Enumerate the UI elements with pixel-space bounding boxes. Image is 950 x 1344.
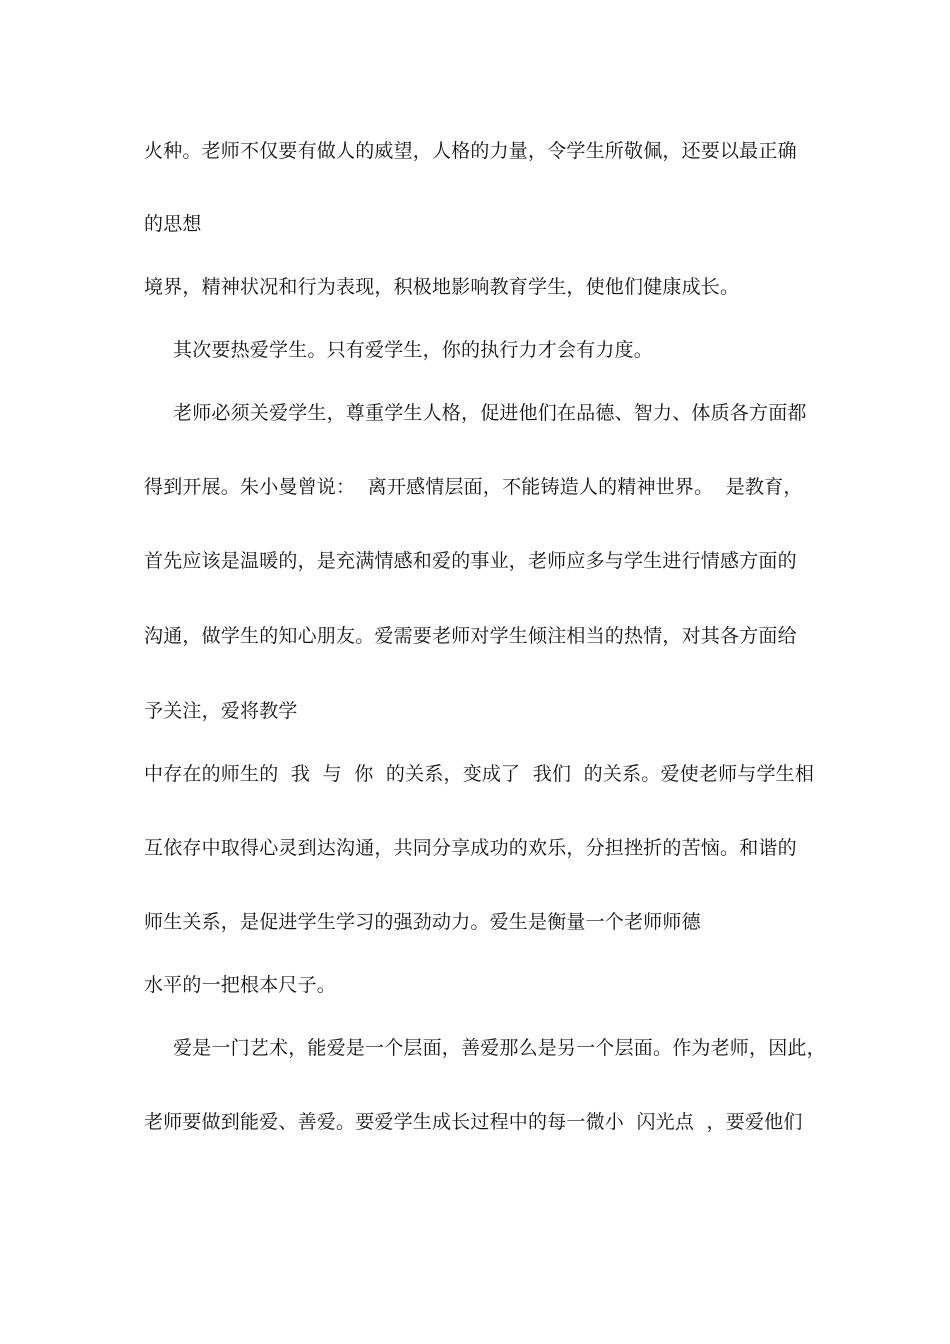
text-line-2: 的思想 xyxy=(144,213,202,235)
text-line-6: 得到开展。朱小曼曾说： 离开感情层面，不能铸造人的精神世界。 是教育， xyxy=(144,476,803,498)
text-line-1: 火种。老师不仅要有做人的威望，人格的力量，令学生所敬佩，还要以最正确 xyxy=(144,140,797,162)
text-line-4: 其次要热爱学生。只有爱学生，你的执行力才会有力度。 xyxy=(173,339,654,361)
text-line-11: 互依存中取得心灵到达沟通，共同分享成功的欢乐，分担挫折的苦恼。和谐的 xyxy=(144,837,797,859)
text-line-15: 老师要做到能爱、善爱。要爱学生成长过程中的每一微小 闪光点 ，要爱他们 xyxy=(144,1111,803,1133)
text-line-5: 老师必须关爱学生，尊重学生人格，促进他们在品德、智力、体质各方面都 xyxy=(173,402,807,424)
text-line-3: 境界，精神状况和行为表现，积极地影响教育学生，使他们健康成长。 xyxy=(144,276,740,298)
text-line-10: 中存在的师生的 我 与 你 的关系，变成了 我们 的关系。爱使老师与学生相 xyxy=(144,763,815,785)
text-line-9: 予关注，爱将教学 xyxy=(144,700,298,722)
text-line-12: 师生关系，是促进学生学习的强劲动力。爱生是衡量一个老师师德 xyxy=(144,911,701,933)
text-line-7: 首先应该是温暖的，是充满情感和爱的事业，老师应多与学生进行情感方面的 xyxy=(144,550,797,572)
text-line-13: 水平的一把根本尺子。 xyxy=(144,974,337,996)
text-line-14: 爱是一门艺术，能爱是一个层面，善爱那么是另一个层面。作为老师，因此， xyxy=(173,1037,826,1059)
text-line-8: 沟通，做学生的知心朋友。爱需要老师对学生倾注相当的热情，对其各方面给 xyxy=(144,625,797,647)
